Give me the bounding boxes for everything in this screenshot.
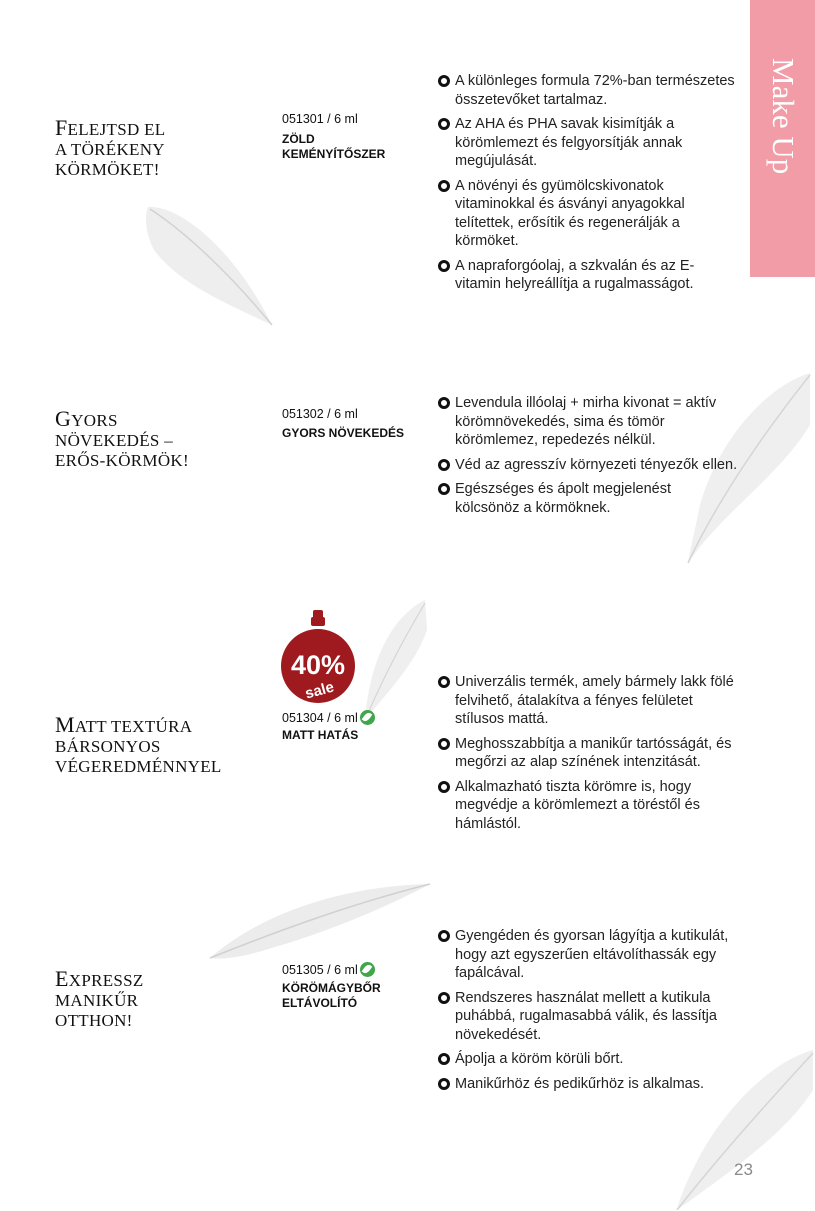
feather-image (205, 878, 435, 968)
list-item: A különleges formula 72%-ban természetes összetevőket tartalmaz. (438, 72, 738, 109)
ornament-cap (311, 617, 325, 626)
bullet-icon (438, 738, 450, 750)
bullet-icon (438, 180, 450, 192)
feature-list (438, 927, 738, 1099)
list-item: Manikűrhöz és pedikűrhöz is alkalmas. (438, 1075, 738, 1094)
bullet-icon (438, 459, 450, 471)
bullet-icon (438, 781, 450, 793)
product-code: 051305 / 6 ml (282, 962, 375, 978)
list-item: Egészséges és ápolt megjelenést kölcsönöz a körmöknek. (438, 480, 738, 517)
list-item: Véd az agresszív környezeti tényezők ellen. (438, 456, 738, 475)
leaf-icon (360, 962, 375, 977)
feature-list (438, 72, 738, 300)
bullet-icon (438, 930, 450, 942)
feather-image (140, 195, 280, 335)
product-name: KÖRÖMÁGYBŐR ELTÁVOLÍTÓ (282, 981, 381, 1010)
feature-list (438, 673, 738, 839)
section-tab-label: Make Up (766, 58, 801, 175)
sale-percent: 40% (290, 650, 346, 680)
list-item: Univerzális termék, amely bármely lakk fölé felvihető, átalakítva a fényes felületet stílusos mattá. (438, 673, 738, 729)
page-number: 23 (734, 1160, 753, 1179)
list-item: Az AHA és PHA savak kisimítják a körömlemezt és felgyorsítják annak megújulását. (438, 115, 738, 171)
sale-badge (280, 608, 356, 708)
list-item: A növényi és gyümölcskivonatok vitaminokkal és ásványi anyagokkal telítettek, erősítik és regenerálják a körmöket. (438, 177, 738, 251)
bullet-icon (438, 118, 450, 130)
product-title: GYORS NÖVEKEDÉS – ERŐS-KÖRMÖK! (55, 406, 189, 470)
bullet-icon (438, 1078, 450, 1090)
product-code: 051304 / 6 ml (282, 710, 375, 726)
list-item: A napraforgóolaj, a szkvalán és az E-vitamin helyreállítja a rugalmasságot. (438, 257, 738, 294)
feather-image (355, 595, 435, 725)
product-title: FELEJTSD EL A TÖRÉKENY KÖRMÖKET! (55, 115, 166, 179)
product-name: GYORS NÖVEKEDÉS (282, 426, 405, 440)
section-tab (750, 0, 815, 277)
leaf-icon (360, 710, 375, 725)
product-title: MATT TEXTÚRA BÁRSONYOS VÉGEREDMÉNNYEL (55, 712, 222, 776)
list-item: Ápolja a köröm körüli bőrt. (438, 1050, 738, 1069)
list-item: Alkalmazható tiszta körömre is, hogy megvédje a körömlemezt a töréstől és hámlástól. (438, 778, 738, 834)
bullet-icon (438, 676, 450, 688)
product-code: 051301 / 6 ml (282, 112, 358, 126)
product-code: 051302 / 6 ml (282, 407, 358, 421)
bullet-icon (438, 483, 450, 495)
list-item: Levendula illóolaj + mirha kivonat = aktív körömnövekedés, sima és tömör körömlemez, repedezés nélkül. (438, 394, 738, 450)
product-name: ZÖLD KEMÉNYÍTŐSZER (282, 132, 386, 161)
bullet-icon (438, 75, 450, 87)
product-title: EXPRESSZ MANIKŰR OTTHON! (55, 966, 144, 1030)
bullet-icon (438, 260, 450, 272)
bullet-icon (438, 992, 450, 1004)
bullet-icon (438, 1053, 450, 1065)
list-item: Gyengéden és gyorsan lágyítja a kutikulát, hogy azt egyszerűen eltávolíthassák egy fapálcával. (438, 927, 738, 983)
feature-list (438, 394, 738, 523)
product-name: MATT HATÁS (282, 728, 359, 742)
sale-word: sale (303, 678, 336, 703)
list-item: Rendszeres használat mellett a kutikula puhábbá, rugalmasabbá válik, és lassítja növekedését. (438, 989, 738, 1045)
bullet-icon (438, 397, 450, 409)
list-item: Meghosszabbítja a manikűr tartósságát, és megőrzi az alap színének intenzitását. (438, 735, 738, 772)
